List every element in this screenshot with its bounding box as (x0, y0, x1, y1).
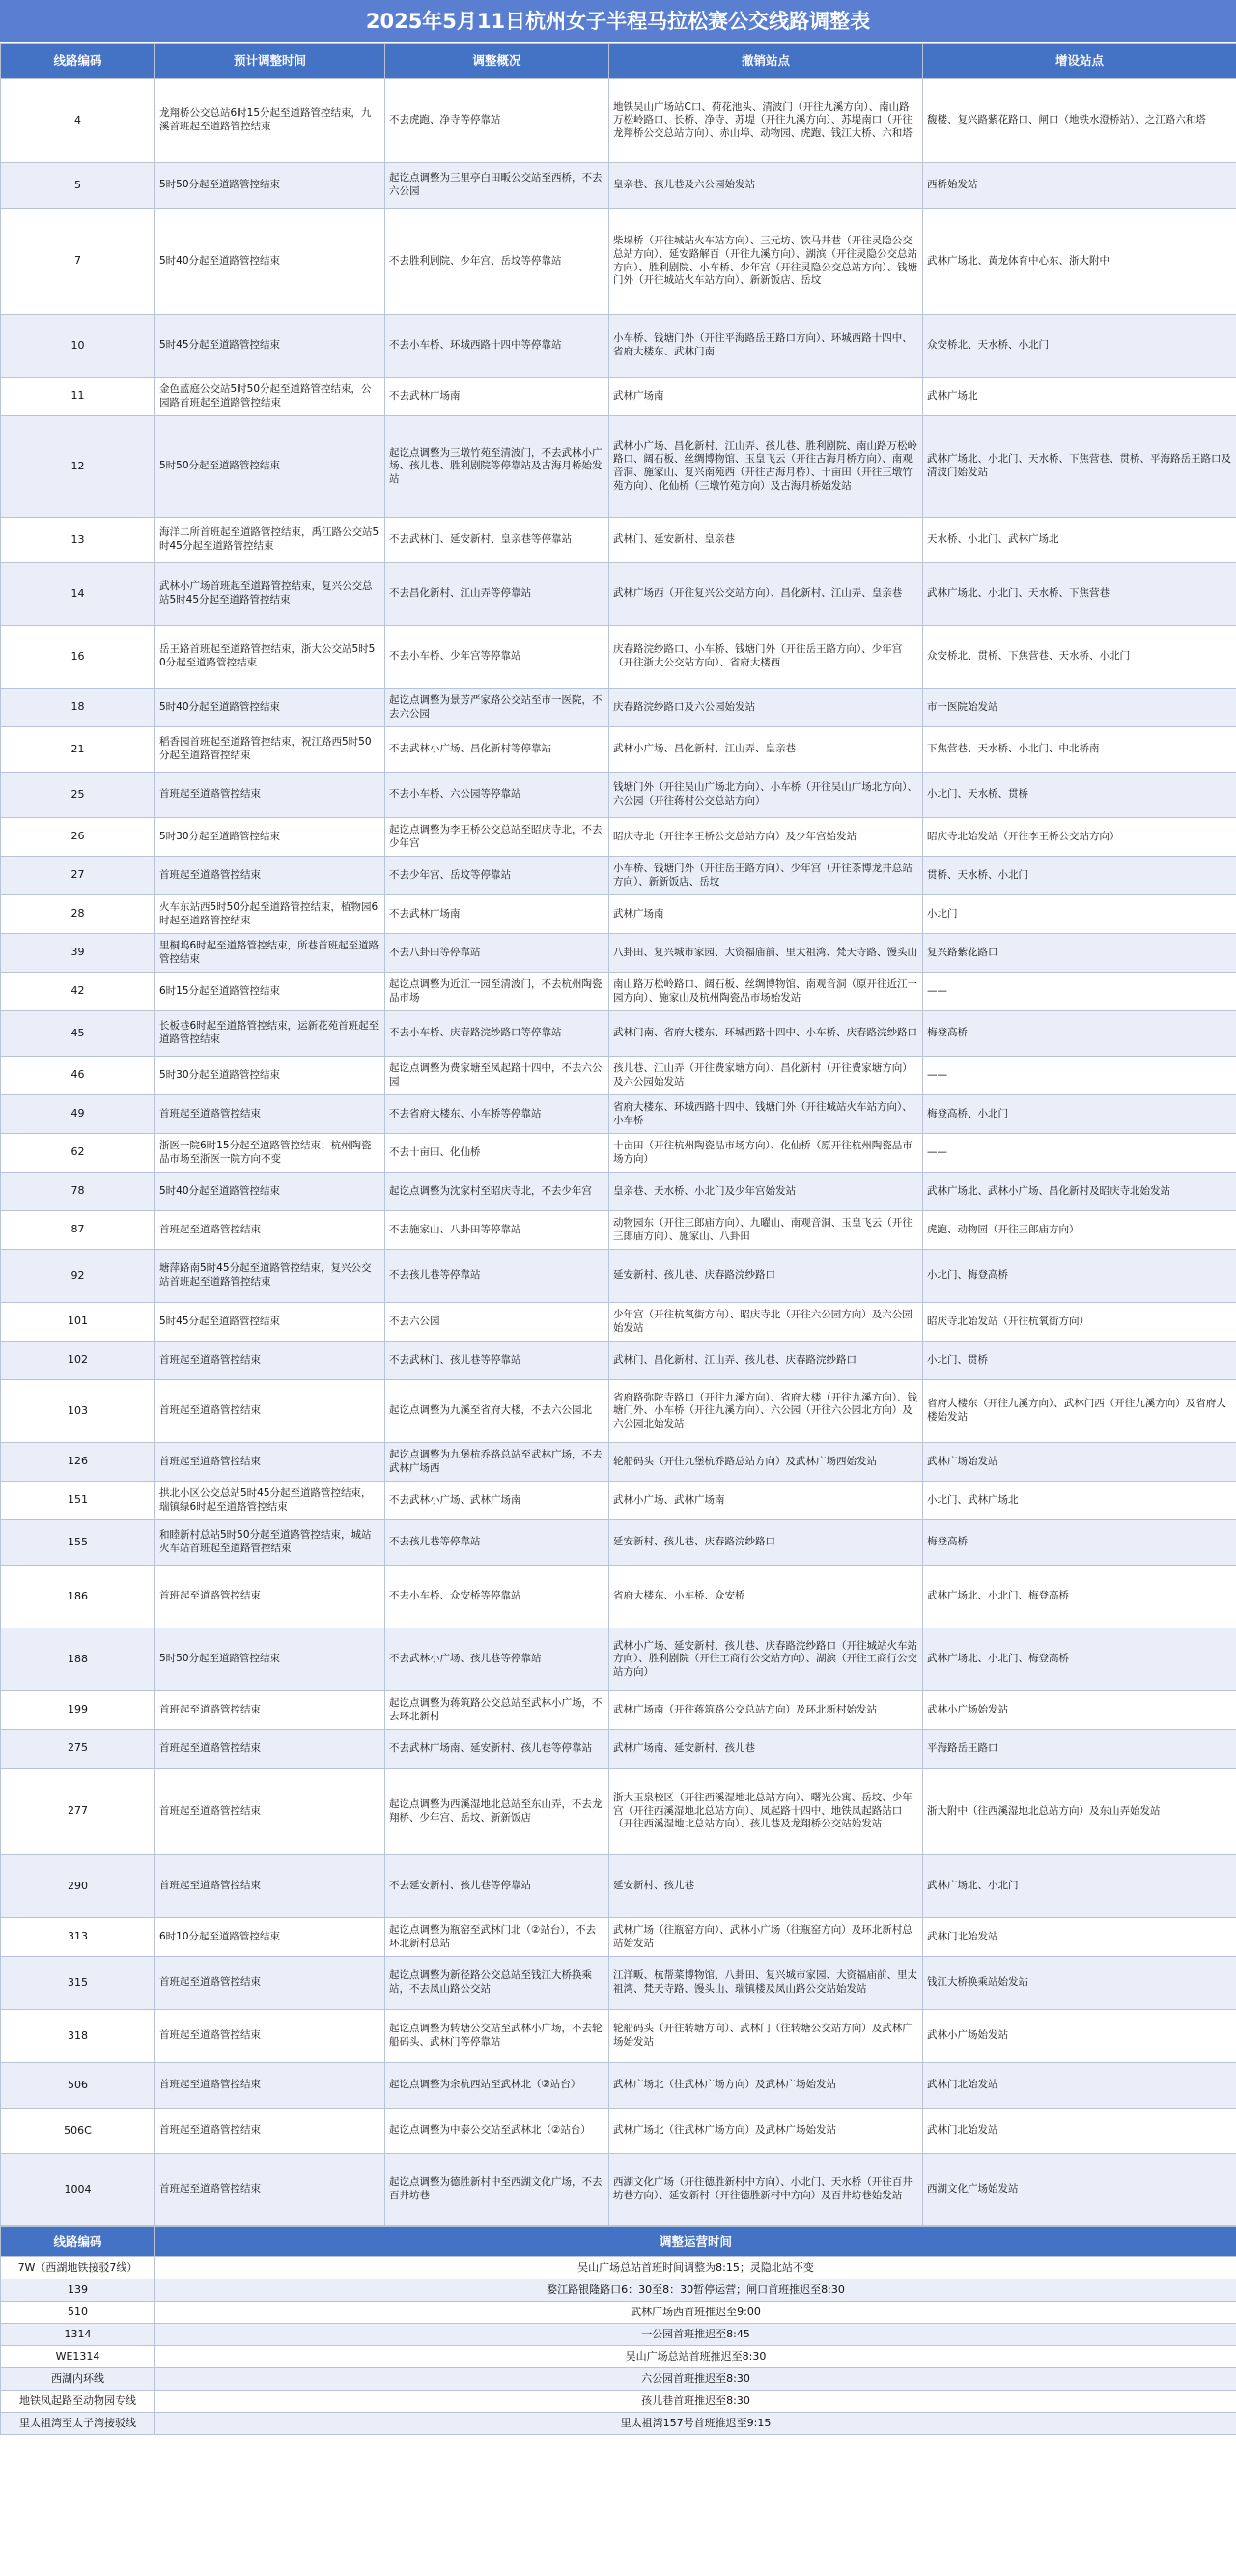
table-row (1, 2010, 1236, 2063)
cell-added: 武林门北始发站 (923, 2063, 1236, 2109)
cell-removed: 动物园东（开往三郎庙方向）、九曜山、南观音洞、玉皇飞云（开往三郎庙方向）、施家山、八卦田 (609, 1211, 923, 1250)
cell-added: 昭庆寺北始发站（开往李王桥公交站方向） (923, 818, 1236, 857)
header-summary: 调整概况 (385, 44, 609, 79)
cell-summary: 起讫点调整为景芳严家路公交站至市一医院，不去六公园 (385, 689, 609, 727)
cell-time: 首班起至道路管控结束 (155, 1211, 385, 1250)
table-row (1, 315, 1236, 378)
cell-time: 首班起至道路管控结束 (155, 2154, 385, 2226)
table-row (1, 727, 1236, 773)
cell-summary: 不去胜利剧院、少年宫、岳坟等停靠站 (385, 209, 609, 315)
cell-removed: 武林广场南、延安新村、孩儿巷 (609, 1730, 923, 1769)
cell-code: 62 (1, 1134, 155, 1173)
cell-removed: 武林小广场、武林广场南 (609, 1482, 923, 1520)
cell-added: 馥楼、复兴路紫花路口、闸口（地铁水澄桥站）、之江路六和塔 (923, 79, 1236, 163)
cell-code: 188 (1, 1628, 155, 1691)
cell-code: 92 (1, 1250, 155, 1303)
cell-time: 首班起至道路管控结束 (155, 1342, 385, 1380)
cell-code: 506 (1, 2063, 155, 2109)
cell2-info: 里太祖湾157号首班推迟至9:15 (155, 2413, 1236, 2435)
header2-line-code: 线路编码 (1, 2227, 155, 2257)
cell-time: 火车东站西5时50分起至道路管控结束，植物园6时起至道路管控结束 (155, 895, 385, 934)
table-row (1, 1769, 1236, 1855)
cell-time: 浙医一院6时15分起至道路管控结束；杭州陶瓷品市场至浙医一院方向不变 (155, 1134, 385, 1173)
cell-code: 18 (1, 689, 155, 727)
cell-removed: 小车桥、钱塘门外（开往平海路岳王路口方向）、环城西路十四中、省府大楼东、武林门南 (609, 315, 923, 378)
table-row (1, 857, 1236, 895)
table-row (1, 563, 1236, 626)
cell-added: 武林广场北 (923, 378, 1236, 416)
cell-code: 46 (1, 1057, 155, 1095)
cell-removed: 江洋畈、杭帮菜博物馆、八卦田、复兴城市家园、大资福庙前、里太祖湾、梵天寺路、馒头山、瑞镇楼及凤山路公交站始发站 (609, 1957, 923, 2010)
cell-code: 39 (1, 934, 155, 973)
cell-added: —— (923, 1057, 1236, 1095)
cell-code: 102 (1, 1342, 155, 1380)
cell-code: 275 (1, 1730, 155, 1769)
cell-added: 武林门北始发站 (923, 1918, 1236, 1957)
table-row (1, 1730, 1236, 1769)
cell-summary: 不去小车桥、六公园等停靠站 (385, 773, 609, 818)
table-row (1, 1173, 1236, 1211)
cell-removed: 十亩田（开往杭州陶瓷品市场方向）、化仙桥（原开往杭州陶瓷品市场方向） (609, 1134, 923, 1173)
cell-summary: 起讫点调整为蒋筑路公交总站至武林小广场，不去环北新村 (385, 1691, 609, 1730)
table2-row (1, 2391, 1236, 2413)
cell-code: 78 (1, 1173, 155, 1211)
cell-time: 首班起至道路管控结束 (155, 1769, 385, 1855)
cell-removed: 延安新村、孩儿巷、庆春路浣纱路口 (609, 1520, 923, 1566)
cell-removed: 轮船码头（开往转塘方向）、武林门（往转塘公交站方向）及武林广场始发站 (609, 2010, 923, 2063)
cell-summary: 不去孩儿巷等停靠站 (385, 1520, 609, 1566)
cell-time: 首班起至道路管控结束 (155, 1855, 385, 1918)
cell-removed: 柴垛桥（开往城站火车站方向）、三元坊、饮马井巷（开往灵隐公交总站方向）、延安路解百（开往九溪方向）、湖滨（开往灵隐公交总站方向）、胜利剧院、小车桥、少年宫（开往灵隐公交总站方向）、钱塘门外（开往城站火车站方向）、新新饭店、岳坟 (609, 209, 923, 315)
cell-added: 众安桥北、天水桥、小北门 (923, 315, 1236, 378)
table-row (1, 1918, 1236, 1957)
cell-added: 贯桥、天水桥、小北门 (923, 857, 1236, 895)
cell-code: 87 (1, 1211, 155, 1250)
cell-added: 平海路岳王路口 (923, 1730, 1236, 1769)
header-removed: 撤销站点 (609, 44, 923, 79)
cell-summary: 不去省府大楼东、小车桥等停靠站 (385, 1095, 609, 1134)
cell-summary: 不去六公园 (385, 1303, 609, 1342)
cell-removed: 少年宫（开往杭氧街方向）、昭庆寺北（开往六公园方向）及六公园始发站 (609, 1303, 923, 1342)
cell-code: 27 (1, 857, 155, 895)
cell-code: 103 (1, 1380, 155, 1443)
table-row (1, 416, 1236, 518)
cell-removed: 武林门、延安新村、皇亲巷 (609, 518, 923, 563)
table-row (1, 1957, 1236, 2010)
cell-removed: 庆春路浣纱路口及六公园始发站 (609, 689, 923, 727)
cell-removed: 省府路弥陀寺路口（开往九溪方向）、省府大楼（开往九溪方向）、钱塘门外、小车桥（开往九溪方向）、六公园（开往六公园北方向）及六公园北始发站 (609, 1380, 923, 1443)
cell-removed: 武林小广场、延安新村、孩儿巷、庆春路浣纱路口（开往城站火车站方向）、胜利剧院（开往工商行公交站方向）、湖滨（开往工商行公交站方向） (609, 1628, 923, 1691)
cell-summary: 不去虎跑、净寺等停靠站 (385, 79, 609, 163)
cell-summary: 不去武林广场南 (385, 895, 609, 934)
table-row (1, 378, 1236, 416)
cell-summary: 起讫点调整为转塘公交站至武林小广场，不去轮船码头、武林门等停靠站 (385, 2010, 609, 2063)
table-row (1, 518, 1236, 563)
table-row (1, 626, 1236, 689)
cell-summary: 不去武林小广场、孩儿巷等停靠站 (385, 1628, 609, 1691)
cell-added: 复兴路紫花路口 (923, 934, 1236, 973)
cell-code: 10 (1, 315, 155, 378)
cell-code: 42 (1, 973, 155, 1011)
cell-code: 13 (1, 518, 155, 563)
table2-row (1, 2302, 1236, 2324)
table-row (1, 1211, 1236, 1250)
cell-summary: 不去十亩田、化仙桥 (385, 1134, 609, 1173)
cell-code: 1004 (1, 2154, 155, 2226)
cell-added: 小北门、武林广场北 (923, 1482, 1236, 1520)
cell-time: 长板巷6时起至道路管控结束，运新花苑首班起至道路管控结束 (155, 1011, 385, 1057)
cell2-info: 孩儿巷首班推迟至8:30 (155, 2391, 1236, 2413)
cell-summary: 不去小车桥、庆春路浣纱路口等停靠站 (385, 1011, 609, 1057)
cell-added: 天水桥、小北门、武林广场北 (923, 518, 1236, 563)
cell2-info: 武林广场西首班推迟至9:00 (155, 2302, 1236, 2324)
cell-removed: 皇亲巷、天水桥、小北门及少年宫始发站 (609, 1173, 923, 1211)
table-row (1, 1443, 1236, 1482)
cell-added: 梅登高桥 (923, 1520, 1236, 1566)
cell-time: 里桐坞6时起至道路管控结束，所巷首班起至道路管控结束 (155, 934, 385, 973)
cell-code: 49 (1, 1095, 155, 1134)
cell-time: 稻香园首班起至道路管控结束，祝江路西5时50分起至道路管控结束 (155, 727, 385, 773)
cell-summary: 不去武林小广场、武林广场南 (385, 1482, 609, 1520)
table-row (1, 1482, 1236, 1520)
cell-summary: 起讫点调整为九堡杭乔路总站至武林广场，不去武林广场西 (385, 1443, 609, 1482)
cell-added: 浙大附中（往西溪湿地北总站方向）及东山弄始发站 (923, 1769, 1236, 1855)
cell-time: 首班起至道路管控结束 (155, 1443, 385, 1482)
schedule-table (0, 2226, 1236, 2435)
cell2-code: 里太祖湾至太子湾接驳线 (1, 2413, 155, 2435)
cell-time: 5时45分起至道路管控结束 (155, 1303, 385, 1342)
cell-removed: 武林门南、省府大楼东、环城西路十四中、小车桥、庆春路浣纱路口 (609, 1011, 923, 1057)
table2-row (1, 2413, 1236, 2435)
table-row (1, 1566, 1236, 1628)
cell-removed: 武林广场南（开往蒋筑路公交总站方向）及环北新村始发站 (609, 1691, 923, 1730)
cell-removed: 西湖文化广场（开往德胜新村中方向）、小北门、天水桥（开往百井坊巷方向）、延安新村（开往德胜新村中方向）及百井坊巷始发站 (609, 2154, 923, 2226)
cell-removed: 武林小广场、昌化新村、江山弄、皇亲巷 (609, 727, 923, 773)
cell-summary: 不去武林小广场、昌化新村等停靠站 (385, 727, 609, 773)
cell-summary: 起讫点调整为中泰公交站至武林北（②站台） (385, 2109, 609, 2154)
cell-summary: 起讫点调整为九溪至省府大楼，不去六公园北 (385, 1380, 609, 1443)
cell-summary: 不去小车桥、少年宫等停靠站 (385, 626, 609, 689)
cell-removed: 皇亲巷、孩儿巷及六公园始发站 (609, 163, 923, 209)
cell-time: 首班起至道路管控结束 (155, 773, 385, 818)
cell-time: 首班起至道路管控结束 (155, 1566, 385, 1628)
cell-added: 市一医院始发站 (923, 689, 1236, 727)
cell-summary: 不去小车桥、环城西路十四中等停靠站 (385, 315, 609, 378)
cell-time: 5时45分起至道路管控结束 (155, 315, 385, 378)
cell-removed: 省府大楼东、环城西路十四中、钱塘门外（开往城站火车站方向）、小车桥 (609, 1095, 923, 1134)
cell2-code: 1314 (1, 2324, 155, 2346)
cell-summary: 起讫点调整为德胜新村中至西湖文化广场，不去百井坊巷 (385, 2154, 609, 2226)
cell-code: 155 (1, 1520, 155, 1566)
cell-removed: 武林小广场、昌化新村、江山弄、孩儿巷、胜利剧院、南山路万松岭路口、阔石板、丝绸博物馆、玉皇飞云（开往古海月桥方向）、南观音洞、施家山、复兴南苑西（开往古海月桥）、十亩田（开往三墩竹苑方向）、化仙桥（三墩竹苑方向）及古海月桥始发站 (609, 416, 923, 518)
table-row (1, 163, 1236, 209)
cell-removed: 小车桥、钱塘门外（开往岳王路方向）、少年宫（开往茶博龙井总站方向）、新新饭店、岳坟 (609, 857, 923, 895)
cell-time: 首班起至道路管控结束 (155, 2063, 385, 2109)
cell-added: 武林广场北、小北门、梅登高桥 (923, 1628, 1236, 1691)
cell-time: 武林小广场首班起至道路管控结束，复兴公交总站5时45分起至道路管控结束 (155, 563, 385, 626)
cell-summary: 不去施家山、八卦田等停靠站 (385, 1211, 609, 1250)
cell-removed: 孩儿巷、江山弄（开往费家塘方向）、昌化新村（开往费家塘方向）及六公园始发站 (609, 1057, 923, 1095)
cell-code: 199 (1, 1691, 155, 1730)
table2-row (1, 2279, 1236, 2302)
cell-time: 5时40分起至道路管控结束 (155, 1173, 385, 1211)
cell2-code: 西湖内环线 (1, 2368, 155, 2391)
table-row (1, 1342, 1236, 1380)
cell-time: 拱北小区公交总站5时45分起至道路管控结束，瑞镇绿6时起至道路管控结束 (155, 1482, 385, 1520)
cell-added: 小北门、天水桥、贯桥 (923, 773, 1236, 818)
cell-code: 7 (1, 209, 155, 315)
cell-added: 武林广场北、小北门、天水桥、下焦营巷、贯桥、平海路岳王路口及清波门始发站 (923, 416, 1236, 518)
cell-time: 5时40分起至道路管控结束 (155, 209, 385, 315)
cell-added: 昭庆寺北始发站（开往杭氧街方向） (923, 1303, 1236, 1342)
table-row (1, 1855, 1236, 1918)
cell-summary: 不去八卦田等停靠站 (385, 934, 609, 973)
table-row (1, 209, 1236, 315)
cell-removed: 武林门、昌化新村、江山弄、孩儿巷、庆春路浣纱路口 (609, 1342, 923, 1380)
cell-time: 龙翔桥公交总站6时15分起至道路管控结束，九溪首班起至道路管控结束 (155, 79, 385, 163)
cell-added: —— (923, 973, 1236, 1011)
cell-time: 首班起至道路管控结束 (155, 1691, 385, 1730)
cell-added: 武林广场北、小北门、梅登高桥 (923, 1566, 1236, 1628)
cell-time: 6时10分起至道路管控结束 (155, 1918, 385, 1957)
cell-code: 28 (1, 895, 155, 934)
cell-time: 首班起至道路管控结束 (155, 1730, 385, 1769)
table-row (1, 1380, 1236, 1443)
cell-code: 315 (1, 1957, 155, 2010)
table-row (1, 818, 1236, 857)
cell-time: 5时40分起至道路管控结束 (155, 689, 385, 727)
cell-added: 钱江大桥换乘站始发站 (923, 1957, 1236, 2010)
cell-summary: 不去武林门、孩儿巷等停靠站 (385, 1342, 609, 1380)
cell-removed: 庆春路浣纱路口、小车桥、钱塘门外（开往岳王路方向）、少年宫（开往浙大公交站方向）、省府大楼西 (609, 626, 923, 689)
cell-time: 首班起至道路管控结束 (155, 1380, 385, 1443)
table-row (1, 689, 1236, 727)
cell-code: 25 (1, 773, 155, 818)
cell-removed: 省府大楼东、小车桥、众安桥 (609, 1566, 923, 1628)
table2-row (1, 2324, 1236, 2346)
cell-code: 14 (1, 563, 155, 626)
cell-added: 梅登高桥、小北门 (923, 1095, 1236, 1134)
cell-removed: 武林广场北（往武林广场方向）及武林广场始发站 (609, 2109, 923, 2154)
header2-time: 调整运营时间 (155, 2227, 1236, 2257)
cell-removed: 浙大玉泉校区（开往西溪湿地北总站方向）、曙光公寓、岳坟、少年宫（开往西溪湿地北总站方向）、凤起路十四中、地铁凤起路站口（开往西溪湿地北总站方向）、孩儿巷及龙翔桥公交站始发站 (609, 1769, 923, 1855)
cell-added: 省府大楼东（开往九溪方向）、武林门西（开往九溪方向）及省府大楼始发站 (923, 1380, 1236, 1443)
cell-summary: 起讫点调整为瓶窑至武林门北（②站台），不去环北新村总站 (385, 1918, 609, 1957)
table-row (1, 1303, 1236, 1342)
cell-summary: 不去武林广场南、延安新村、孩儿巷等停靠站 (385, 1730, 609, 1769)
cell-code: 4 (1, 79, 155, 163)
cell-time: 5时50分起至道路管控结束 (155, 163, 385, 209)
cell2-code: 7W（西湖地铁接驳7线） (1, 2257, 155, 2279)
cell2-code: 地铁凤起路至动物园专线 (1, 2391, 155, 2413)
cell-summary: 不去少年宫、岳坟等停靠站 (385, 857, 609, 895)
cell-removed: 南山路万松岭路口、阔石板、丝绸博物馆、南观音洞（原开往近江一园方向）、施家山及杭州陶瓷品市场始发站 (609, 973, 923, 1011)
table-row (1, 895, 1236, 934)
cell-summary: 起讫点调整为费家塘至凤起路十四中，不去六公园 (385, 1057, 609, 1095)
cell-summary: 起讫点调整为西溪湿地北总站至东山弄，不去龙翔桥、少年宫、岳坟、新新饭店 (385, 1769, 609, 1855)
table-row (1, 1250, 1236, 1303)
cell-removed: 轮船码头（开往九堡杭乔路总站方向）及武林广场西始发站 (609, 1443, 923, 1482)
table2-row (1, 2368, 1236, 2391)
table2-row (1, 2257, 1236, 2279)
cell-removed: 武林广场南 (609, 378, 923, 416)
table-row (1, 773, 1236, 818)
cell-added: 虎跑、动物园（开往三郎庙方向） (923, 1211, 1236, 1250)
cell-summary: 不去小车桥、众安桥等停靠站 (385, 1566, 609, 1628)
cell-added: 武林广场北、小北门 (923, 1855, 1236, 1918)
cell-code: 506C (1, 2109, 155, 2154)
cell-code: 101 (1, 1303, 155, 1342)
cell2-info: 婺江路银隆路口6：30至8：30暂停运营；闸口首班推迟至8:30 (155, 2279, 1236, 2302)
cell-code: 5 (1, 163, 155, 209)
cell-time: 6时15分起至道路管控结束 (155, 973, 385, 1011)
cell-code: 290 (1, 1855, 155, 1918)
cell-removed: 地铁吴山广场站C口、荷花池头、清波门（开往九溪方向）、南山路万松岭路口、长桥、净寺、苏堤（开往九溪方向）、苏堤南口（开往龙翔桥公交总站方向）、赤山埠、动物园、虎跑、钱江大桥、六和塔 (609, 79, 923, 163)
cell-added: 武林门北始发站 (923, 2109, 1236, 2154)
cell2-info: 吴山广场总站首班推迟至8:30 (155, 2346, 1236, 2368)
cell-time: 5时50分起至道路管控结束 (155, 416, 385, 518)
cell-code: 16 (1, 626, 155, 689)
cell-time: 5时50分起至道路管控结束 (155, 1628, 385, 1691)
cell-time: 和睦新村总站5时50分起至道路管控结束，城站火车站首班起至道路管控结束 (155, 1520, 385, 1566)
header-added: 增设站点 (923, 44, 1236, 79)
cell-time: 首班起至道路管控结束 (155, 1095, 385, 1134)
cell-time: 岳王路首班起至道路管控结束，浙大公交站5时50分起至道路管控结束 (155, 626, 385, 689)
table2-row (1, 2346, 1236, 2368)
table-row (1, 1134, 1236, 1173)
cell-added: 武林小广场始发站 (923, 2010, 1236, 2063)
table-row (1, 2109, 1236, 2154)
cell-added: 小北门、梅登高桥 (923, 1250, 1236, 1303)
cell-code: 318 (1, 2010, 155, 2063)
cell-added: 武林小广场始发站 (923, 1691, 1236, 1730)
table2-header-row (1, 2227, 1236, 2257)
cell-code: 26 (1, 818, 155, 857)
cell-added: 众安桥北、贯桥、下焦营巷、天水桥、小北门 (923, 626, 1236, 689)
table-row (1, 973, 1236, 1011)
cell-time: 5时30分起至道路管控结束 (155, 1057, 385, 1095)
cell-removed: 延安新村、孩儿巷 (609, 1855, 923, 1918)
cell-removed: 昭庆寺北（开往李王桥公交总站方向）及少年宫始发站 (609, 818, 923, 857)
table-row (1, 1691, 1236, 1730)
cell-summary: 起讫点调整为三墩竹苑至清波门，不去武林小广场、孩儿巷、胜利剧院等停靠站及古海月桥始发站 (385, 416, 609, 518)
adjustment-table (0, 43, 1236, 2226)
cell-summary: 不去孩儿巷等停靠站 (385, 1250, 609, 1303)
cell-time: 首班起至道路管控结束 (155, 857, 385, 895)
cell-removed: 武林广场（往瓶窑方向）、武林小广场（往瓶窑方向）及环北新村总站始发站 (609, 1918, 923, 1957)
table-row (1, 1520, 1236, 1566)
cell-time: 塘萍路南5时45分起至道路管控结束，复兴公交站首班起至道路管控结束 (155, 1250, 385, 1303)
table-row (1, 2154, 1236, 2226)
cell-removed: 武林广场北（往武林广场方向）及武林广场始发站 (609, 2063, 923, 2109)
table-row (1, 1011, 1236, 1057)
cell-time: 海洋二所首班起至道路管控结束，禹江路公交站5时45分起至道路管控结束 (155, 518, 385, 563)
cell-summary: 起讫点调整为沈家村至昭庆寺北，不去少年宫 (385, 1173, 609, 1211)
cell-added: 小北门、贯桥 (923, 1342, 1236, 1380)
cell-summary: 起讫点调整为三里亭白田畈公交站至西桥，不去六公园 (385, 163, 609, 209)
cell-summary: 不去武林门、延安新村、皇亲巷等停靠站 (385, 518, 609, 563)
cell-added: —— (923, 1134, 1236, 1173)
cell-removed: 武林广场西（开往复兴公交站方向）、昌化新村、江山弄、皇亲巷 (609, 563, 923, 626)
cell-summary: 起讫点调整为新径路公交总站至钱江大桥换乘站，不去凤山路公交站 (385, 1957, 609, 2010)
cell-time: 5时30分起至道路管控结束 (155, 818, 385, 857)
cell-code: 12 (1, 416, 155, 518)
cell-code: 21 (1, 727, 155, 773)
table-row (1, 1057, 1236, 1095)
cell2-code: WE1314 (1, 2346, 155, 2368)
cell-added: 武林广场北、小北门、天水桥、下焦营巷 (923, 563, 1236, 626)
cell2-code: 510 (1, 2302, 155, 2324)
table-row (1, 2063, 1236, 2109)
cell-removed: 八卦田、复兴城市家园、大资福庙前、里太祖湾、梵天寺路、馒头山 (609, 934, 923, 973)
cell-code: 151 (1, 1482, 155, 1520)
cell2-info: 吴山广场总站首班时间调整为8:15；灵隐北站不变 (155, 2257, 1236, 2279)
cell2-code: 139 (1, 2279, 155, 2302)
table-row (1, 934, 1236, 973)
cell-code: 45 (1, 1011, 155, 1057)
cell-added: 武林广场始发站 (923, 1443, 1236, 1482)
cell-time: 首班起至道路管控结束 (155, 1957, 385, 2010)
cell-removed: 延安新村、孩儿巷、庆春路浣纱路口 (609, 1250, 923, 1303)
cell-removed: 武林广场南 (609, 895, 923, 934)
cell2-info: 六公园首班推迟至8:30 (155, 2368, 1236, 2391)
cell-summary: 不去武林广场南 (385, 378, 609, 416)
header-line-code: 线路编码 (1, 44, 155, 79)
cell-time: 金色蓝庭公交站5时50分起至道路管控结束，公园路首班起至道路管控结束 (155, 378, 385, 416)
cell-added: 武林广场北、黄龙体育中心东、浙大附中 (923, 209, 1236, 315)
header-time: 预计调整时间 (155, 44, 385, 79)
cell-code: 313 (1, 1918, 155, 1957)
cell-added: 小北门 (923, 895, 1236, 934)
table-header-row (1, 44, 1236, 79)
cell-added: 武林广场北、武林小广场、昌化新村及昭庆寺北始发站 (923, 1173, 1236, 1211)
cell-added: 梅登高桥 (923, 1011, 1236, 1057)
cell-added: 西桥始发站 (923, 163, 1236, 209)
table-row (1, 79, 1236, 163)
cell-summary: 起讫点调整为近江一园至清波门，不去杭州陶瓷品市场 (385, 973, 609, 1011)
cell-time: 首班起至道路管控结束 (155, 2010, 385, 2063)
table-row (1, 1095, 1236, 1134)
cell2-info: 一公园首班推迟至8:45 (155, 2324, 1236, 2346)
cell-summary: 起讫点调整为余杭西站至武林北（②站台） (385, 2063, 609, 2109)
cell-code: 11 (1, 378, 155, 416)
cell-summary: 不去延安新村、孩儿巷等停靠站 (385, 1855, 609, 1918)
cell-code: 186 (1, 1566, 155, 1628)
table-row (1, 1628, 1236, 1691)
cell-added: 下焦营巷、天水桥、小北门、中北桥南 (923, 727, 1236, 773)
cell-added: 西湖文化广场始发站 (923, 2154, 1236, 2226)
page-title: 2025年5月11日杭州女子半程马拉松赛公交线路调整表 (0, 0, 1236, 43)
cell-summary: 不去昌化新村、江山弄等停靠站 (385, 563, 609, 626)
cell-removed: 钱塘门外（开往吴山广场北方向）、小车桥（开往吴山广场北方向）、六公园（开往蒋村公交总站方向） (609, 773, 923, 818)
cell-code: 126 (1, 1443, 155, 1482)
cell-code: 277 (1, 1769, 155, 1855)
cell-time: 首班起至道路管控结束 (155, 2109, 385, 2154)
cell-summary: 起讫点调整为李王桥公交总站至昭庆寺北，不去少年宫 (385, 818, 609, 857)
